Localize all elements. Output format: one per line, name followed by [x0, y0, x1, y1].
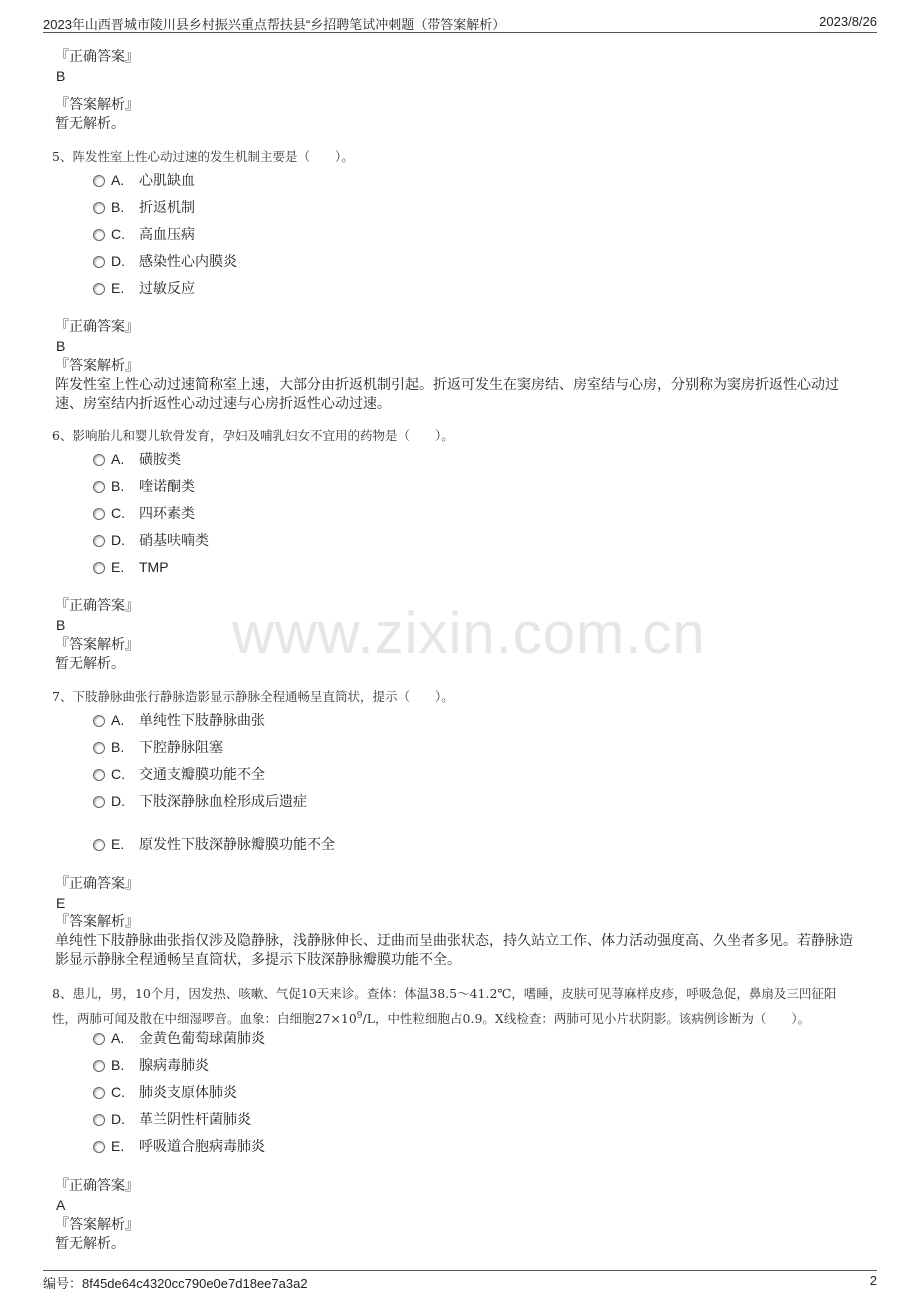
- radio-icon[interactable]: [93, 1141, 105, 1153]
- option-b[interactable]: B. 折返机制: [93, 197, 195, 218]
- radio-icon[interactable]: [93, 535, 105, 547]
- answer-block: [55, 597, 865, 635]
- radio-icon[interactable]: [93, 1033, 105, 1045]
- answer-value: B: [56, 617, 66, 633]
- option-d[interactable]: D. 感染性心内膜炎: [93, 251, 237, 272]
- answer-label: 『正确答案』: [55, 598, 139, 614]
- document-title: 2023年山西晋城市陵川县乡村振兴重点帮扶县“乡招聘笔试冲刺题（带答案解析）: [43, 17, 506, 32]
- radio-icon[interactable]: [93, 839, 105, 851]
- analysis-label: 『答案解析』: [55, 1217, 139, 1233]
- option-e[interactable]: E. 呼吸道合胞病毒肺炎: [93, 1136, 265, 1157]
- radio-icon[interactable]: [93, 481, 105, 493]
- analysis-text: 暂无解析。: [55, 656, 125, 672]
- radio-icon[interactable]: [93, 202, 105, 214]
- answer-value: B: [56, 338, 66, 354]
- analysis-label: 『答案解析』: [55, 97, 139, 113]
- option-e[interactable]: E. TMP: [93, 557, 169, 578]
- answer-block: [55, 48, 865, 86]
- radio-icon[interactable]: [93, 769, 105, 781]
- question-stem-line: 8、患儿，男，10个月，因发热、咳嗽、气促10天来诊。查体：体温38.5～41.2℃，嗜睡，皮肤可见荨麻样皮疹，呼吸急促，鼻扇及三凹征阳: [52, 986, 837, 1001]
- radio-icon[interactable]: [93, 1114, 105, 1126]
- answer-block: [55, 318, 865, 356]
- answer-value: A: [56, 1197, 66, 1213]
- option-c[interactable]: C. 交通支瓣膜功能不全: [93, 764, 265, 785]
- option-e[interactable]: E. 过敏反应: [93, 278, 195, 299]
- option-b[interactable]: B. 下腔静脉阻塞: [93, 737, 223, 758]
- analysis-block: [55, 913, 865, 970]
- radio-icon[interactable]: [93, 1087, 105, 1099]
- superscript: 9: [356, 1011, 363, 1021]
- radio-icon[interactable]: [93, 796, 105, 808]
- radio-icon[interactable]: [93, 508, 105, 520]
- analysis-label: 『答案解析』: [55, 358, 139, 374]
- analysis-text: 暂无解析。: [55, 1236, 125, 1252]
- page-number: 2: [869, 1273, 877, 1288]
- question-stem: 6、影响胎儿和婴儿软骨发育，孕妇及哺乳妇女不宜用的药物是（ ）。: [52, 428, 454, 443]
- answer-value: B: [56, 68, 66, 84]
- option-d[interactable]: D. 硝基呋喃类: [93, 530, 209, 551]
- option-c[interactable]: C. 肺炎支原体肺炎: [93, 1082, 237, 1103]
- analysis-label: 『答案解析』: [55, 637, 139, 653]
- question-stem: 7、下肢静脉曲张行静脉造影显示静脉全程通畅呈直筒状，提示（ ）。: [52, 689, 454, 704]
- analysis-text: 阵发性室上性心动过速简称室上速，大部分由折返机制引起。折返可发生在窦房结、房室结与心房，分别称为窦房折返性心动过速、房室结内折返性心动过速与心房折返性心动过速。: [55, 377, 839, 412]
- radio-icon[interactable]: [93, 175, 105, 187]
- answer-label: 『正确答案』: [55, 1178, 139, 1194]
- page-footer: [43, 1270, 877, 1293]
- option-c[interactable]: C. 高血压病: [93, 224, 195, 245]
- radio-icon[interactable]: [93, 715, 105, 727]
- radio-icon[interactable]: [93, 1060, 105, 1072]
- radio-icon[interactable]: [93, 454, 105, 466]
- option-b[interactable]: B. 喹诺酮类: [93, 476, 195, 497]
- analysis-block: [55, 1216, 865, 1254]
- radio-icon[interactable]: [93, 256, 105, 268]
- page-header: [43, 12, 877, 33]
- analysis-block: [55, 96, 865, 134]
- question-stem: 5、阵发性室上性心动过速的发生机制主要是（ ）。: [52, 149, 354, 164]
- answer-label: 『正确答案』: [55, 49, 139, 65]
- option-d[interactable]: D. 革兰阴性杆菌肺炎: [93, 1109, 251, 1130]
- option-a[interactable]: A. 金黄色葡萄球菌肺炎: [93, 1028, 265, 1049]
- analysis-text: 单纯性下肢静脉曲张指仅涉及隐静脉，浅静脉伸长、迂曲而呈曲张状态，持久站立工作、体力活动强度高、久坐者多见。若静脉造影显示静脉全程通畅呈直筒状，多提示下肢深静脉瓣膜功能不全。: [55, 933, 853, 968]
- radio-icon[interactable]: [93, 742, 105, 754]
- option-a[interactable]: A. 单纯性下肢静脉曲张: [93, 710, 265, 731]
- document-date: 2023/8/26: [819, 14, 877, 29]
- answer-value: E: [56, 895, 66, 911]
- analysis-block: [55, 357, 865, 414]
- answer-block: [55, 1177, 865, 1215]
- option-d[interactable]: D. 下肢深静脉血栓形成后遗症: [93, 791, 307, 812]
- document-code: 编号：8f45de64c4320cc790e0e7d18ee7a3a2: [43, 1276, 308, 1291]
- option-e[interactable]: E. 原发性下肢深静脉瓣膜功能不全: [93, 834, 335, 855]
- radio-icon[interactable]: [93, 283, 105, 295]
- radio-icon[interactable]: [93, 229, 105, 241]
- option-a[interactable]: A. 磺胺类: [93, 449, 181, 470]
- option-c[interactable]: C. 四环素类: [93, 503, 195, 524]
- watermark: www.zixin.com.cn: [232, 601, 706, 666]
- option-a[interactable]: A. 心肌缺血: [93, 170, 195, 191]
- answer-label: 『正确答案』: [55, 319, 139, 335]
- question-stem: [52, 983, 872, 1030]
- question-stem-line: 性，两肺可闻及散在中细湿啰音。血象：白细胞$27\times 10^9/L$，中性粒细胞占0.9。X线检查：两肺可见小片状阴影。该病例诊断为（ ）。: [52, 1011, 811, 1027]
- analysis-block: [55, 636, 865, 674]
- radio-icon[interactable]: [93, 562, 105, 574]
- answer-block: [55, 875, 865, 913]
- analysis-text: 暂无解析。: [55, 116, 125, 132]
- analysis-label: 『答案解析』: [55, 914, 139, 930]
- answer-label: 『正确答案』: [55, 876, 139, 892]
- option-b[interactable]: B. 腺病毒肺炎: [93, 1055, 209, 1076]
